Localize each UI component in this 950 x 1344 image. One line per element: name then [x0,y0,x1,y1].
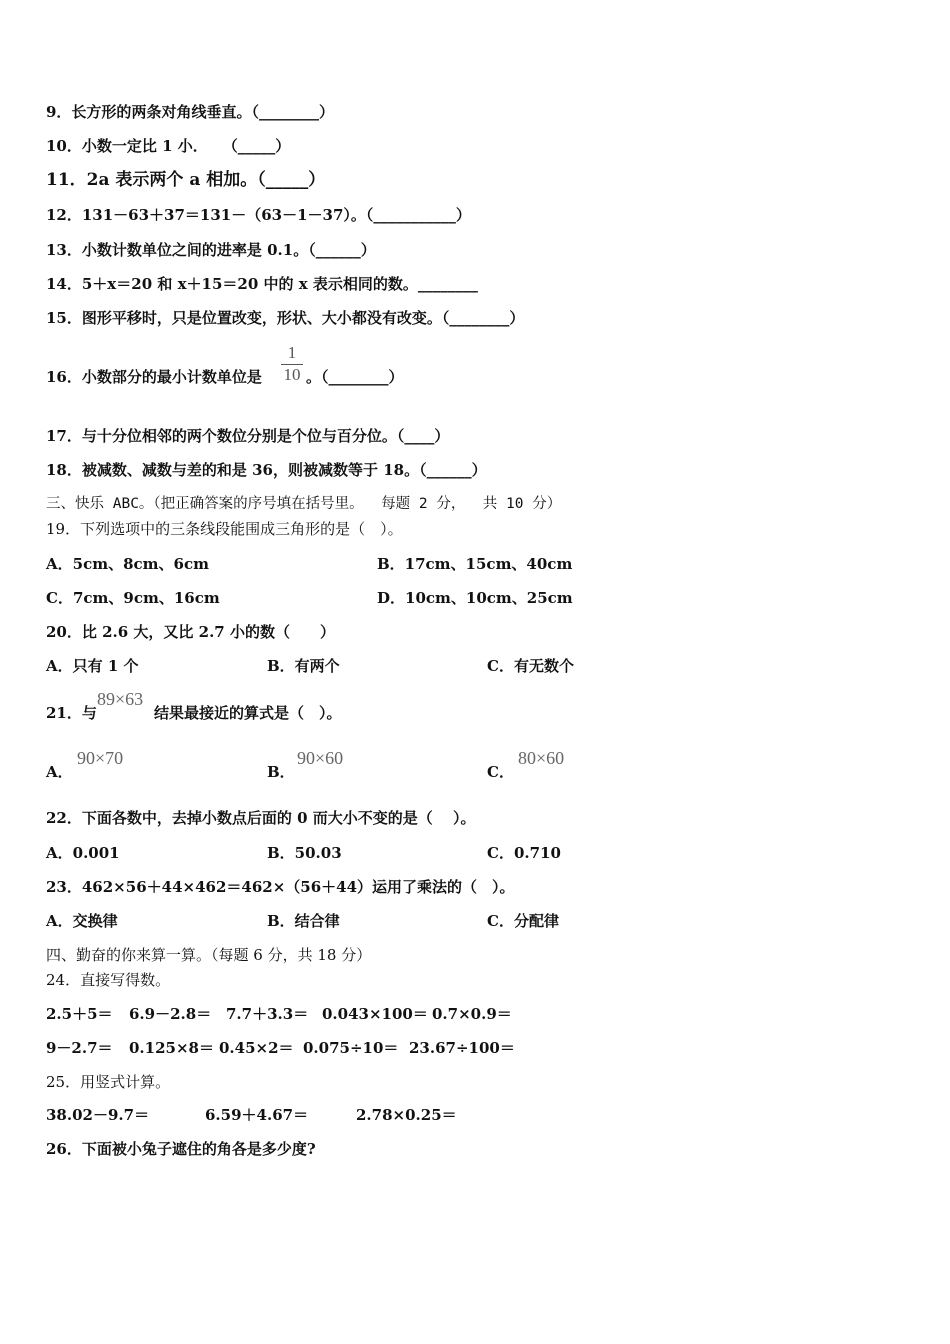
q25-item: 2.78×0.25＝ [356,1106,457,1124]
q19-option-d: D．10cm、10cm、25cm [377,589,573,607]
question-21-suffix: 结果最接近的算式是（ ）。 [154,704,342,722]
q24-item: 23.67÷100＝ [409,1039,515,1057]
q19-option-a: A．5cm、8cm、6cm [46,555,209,573]
q21-option-a-label: A． [46,763,73,781]
question-14: 14．5＋x＝20 和 x＋15＝20 中的 x 表示相同的数。________ [46,275,478,293]
section-4-heading: 四、勤奋的你来算一算。（每题 6 分，共 18 分） [46,946,372,964]
question-15: 15．图形平移时，只是位置改变，形状、大小都没有改变。（________） [46,309,525,327]
q23-option-c: C．分配律 [487,912,559,930]
q24-item: 0.125×8＝ [129,1039,214,1057]
fraction-one-tenth [281,343,303,385]
q19-option-c: C．7cm、9cm、16cm [46,589,220,607]
q22-option-b: B．50.03 [267,844,342,862]
q21-expression: 89×63 [97,689,144,709]
question-12: 12．131－63＋37＝131－（63－1－37）。（___________） [46,206,471,224]
question-26: 26．下面被小兔子遮住的角各是多少度? [46,1140,316,1158]
question-20-stem: 20．比 2.6 大，又比 2.7 小的数（ ） [46,623,335,641]
question-16-suffix: 。（________） [306,368,404,386]
q21-option-b-label: B． [267,763,295,781]
q21-option-a-expr: 90×70 [77,748,124,768]
q25-item: 6.59＋4.67＝ [205,1106,309,1124]
question-10: 10．小数一定比 1 小． （_____） [46,137,291,155]
q24-item: 0.075÷10＝ [303,1039,399,1057]
q24-item: 9－2.7＝ [46,1039,113,1057]
question-11: 11．2a 表示两个 a 相加。（_____） [46,170,326,190]
question-19-stem: 19．下列选项中的三条线段能围成三角形的是（ ）。 [46,520,403,538]
question-16-prefix: 16．小数部分的最小计数单位是 [46,368,262,386]
q21-option-c-expr: 80×60 [518,748,565,768]
q24-item: 0.043×100＝ [322,1005,428,1023]
question-21-prefix: 21．与 [46,704,97,722]
fraction-denominator: 10 [283,365,301,384]
q20-option-a: A．只有 1 个 [46,657,139,675]
q20-option-c: C．有无数个 [487,657,574,675]
section-3-heading: 三、快乐 ABC。（把正确答案的序号填在括号里。 每题 2 分， 共 10 分） [46,496,562,512]
q24-item: 6.9－2.8＝ [129,1005,212,1023]
q19-option-b: B．17cm、15cm、40cm [377,555,573,573]
q24-item: 0.7×0.9＝ [432,1005,512,1023]
q22-option-c: C．0.710 [487,844,561,862]
question-9: 9．长方形的两条对角线垂直。（________） [46,103,334,121]
question-24-stem: 24．直接写得数。 [46,971,171,989]
question-17: 17．与十分位相邻的两个数位分别是个位与百分位。（____） [46,427,450,445]
question-23-stem: 23．462×56＋44×462＝462×（56＋44）运用了乘法的（ ）。 [46,878,515,896]
question-22-stem: 22．下面各数中，去掉小数点后面的 0 而大小不变的是（ ）。 [46,809,476,827]
q24-item: 7.7＋3.3＝ [226,1005,309,1023]
q23-option-b: B．结合律 [267,912,340,930]
question-13: 13．小数计数单位之间的进率是 0.1。（______） [46,241,376,259]
fraction-numerator: 1 [287,343,297,362]
q22-option-a: A．0.001 [46,844,120,862]
q21-option-b-expr: 90×60 [297,748,344,768]
q25-item: 38.02－9.7＝ [46,1106,150,1124]
question-18: 18．被减数、减数与差的和是 36，则被减数等于 18。（______） [46,461,487,479]
q24-item: 2.5＋5＝ [46,1005,113,1023]
q20-option-b: B．有两个 [267,657,340,675]
question-25-stem: 25．用竖式计算。 [46,1073,171,1091]
q23-option-a: A．交换律 [46,912,118,930]
q24-item: 0.45×2＝ [219,1039,294,1057]
q21-option-c-label: C． [487,763,514,781]
